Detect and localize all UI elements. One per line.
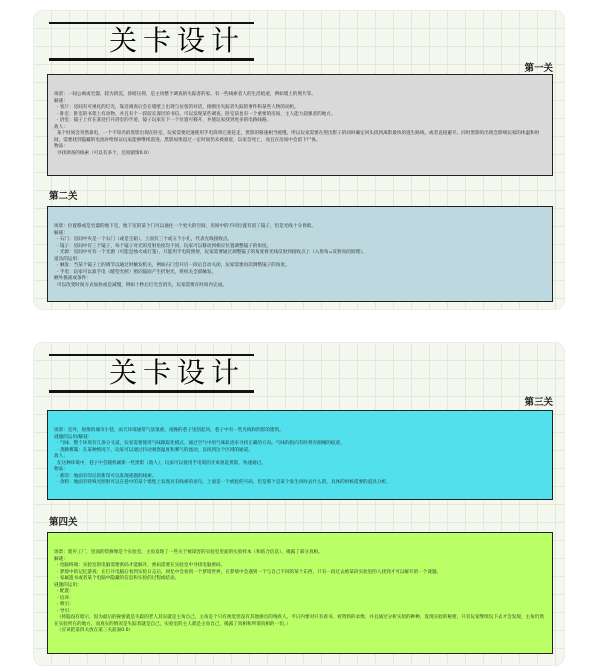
text-line: · 家属遗书或者某个电脑中隐藏的信息和实验的过程或结论。 — [54, 576, 180, 581]
design-card-1 — [33, 10, 565, 310]
title-block — [49, 354, 254, 393]
text-line: · 余料：地面有特殊光照射可以在巷中的某个墙壁上发现具有线索的语句，上面是一个被抢的号码，但是那个是某个发生何时去什么的，具体的时候需要的道具分析。 — [54, 480, 391, 485]
text-line: · 梦境中的记忆游戏：在打开电脑后看到实验日志后，回忆中会看到一个梦境世界，在梦境中会遇到一个与自己不同的某个东西，只有一段过去被某段实验里的人找到才可以解开的一个谜题。 — [54, 569, 442, 575]
text-line: · 新印：地面有印记的新印可以发现谜题的线索。 — [54, 473, 157, 479]
text-line: · 石门：房间中央是一个石门（或是宝箱），上面有三个或五个小孔，代表光线接收点。 — [54, 237, 233, 242]
text-line: 某个时间会突然靠电，一个不知名的黑影出现在卧室，玩家需要迅速使用手电筒将它驱赶走，黑影的移速相当缓慢，所以玩家需要在照出影子的同时确定回头找到离影最快的逃生路线，或者直接避开。同时黑影的出现会影响玩家的体温和时间，需要找到隐藏的电池补给保证玩家能够继续前进。黑影如果超过一定时间仍未被驱赶，玩家会死亡，而且在房间中会留下尸体。 — [54, 131, 540, 143]
level-2-text — [54, 224, 546, 289]
text-line: 场景：位置移或是宅邸的地下室，地下室的某个门可以通往一个更大的空间，房间中的不同位置有消了镜子，但是光线十分昏暗。 — [54, 224, 316, 229]
text-line: · 蒸腾雾霭：在某种情况下，玩家可以通过抖动观察温度和雾气的流动，以找到这个区域的通道。 — [54, 447, 253, 453]
level-2-label: 第二关 — [49, 191, 78, 202]
text-line: · 导引： — [54, 608, 74, 614]
level-4-label: 第四关 — [49, 517, 78, 528]
text-line: · 触发：当某个镜子上的调节以通过时触发机关，例如石门会开启一段后自动关闭，玩家需要再次调整镜子的角度。 — [54, 263, 290, 268]
card-title: 关卡设计 — [109, 24, 246, 57]
title-rule-bottom — [49, 58, 254, 61]
title-block — [49, 22, 254, 61]
text-line: 可以改变时间方式加快或是减慢，例如十秒后灯光会消失，玩家需要在时间内完成。 — [54, 282, 227, 288]
level-3-text — [54, 428, 546, 487]
level-1-box — [47, 74, 553, 176]
text-line: · 卧室：卧室的书架上有动物，并且有个一段较长深层的书信，可以发现某些调查。卧室前也有一个重要的房间，主人能力超强者的地方。 — [54, 111, 336, 117]
text-line: 在这种环境中，巷子中会随机刷新一些黑影（敌人），玩家可以使用手电筒的光束驱赶黑影，快速通过。 — [54, 460, 266, 466]
text-line: · 电脑终端：实验室的电脑需要密码才能解开，密码需要在实验室中寻找电脑密码。 — [54, 563, 226, 568]
text-line: （将隐没有暗示，因为最后的秘密就是失踪的老人其实就是主角自己，主角是个只有视觉但没有其他感官的残疾人，平日内要对只有看书、看资料的录像，并且通过分析实验的种种，发现实验的秘密，只有玩家继续玩下去才会发现，主角仍然在实验所在的地方，而真实的情况是失踪者就是自己，实验室的主人就是主角自己，揭露了真相和所谓真相的一切。） — [54, 615, 544, 627]
text-line: · 吸引： — [54, 602, 74, 607]
text-line: · 配置： — [54, 589, 74, 594]
design-card-2 — [33, 342, 565, 666]
text-line: 敌人： — [54, 454, 68, 459]
card-title: 关卡设计 — [109, 356, 246, 389]
text-line: 寻找调查的线索（可以有多个，还原剧情0.0） — [54, 150, 152, 156]
text-line: 谜题的运用/解谜： — [54, 434, 93, 440]
text-line: 物品： — [54, 467, 68, 472]
level-4-box — [47, 532, 553, 654]
text-line: · 浴室：镜子上有在某处打开浴室的手迹，镜子玩家在下一个位置可移开，并使玩家找到更多的电路线路。 — [54, 118, 272, 123]
text-line: 敌人： — [54, 124, 68, 130]
text-line: · 客厅：房间有可视化的灯光，靠近调查后会在墙壁上出现与访客的对话，推断出失踪者失踪的事件和某些人物的动机。 — [54, 105, 299, 110]
text-line: · 手电：玩家可以靠手电（暖型光照）照向镜面产生折射光，将机关全部触发。 — [54, 269, 217, 275]
text-line: · 气味：整个环境有几条分叉道，玩家需要使用气味跟踪化模式，通过空气中的气味轨迹来寻找正确的方向。气味的指向有时将有刚刚的痕迹。 — [54, 441, 345, 446]
text-line: 解谜： — [54, 556, 68, 562]
text-line: 场景：室外，很像的城市小巷，雨天环境通常气氛很重，夜晚的巷子里刮起风，巷子中有一些光线和阴影的建筑。 — [54, 428, 284, 433]
level-1-label: 第一关 — [524, 63, 553, 74]
text-line: 物品： — [54, 144, 68, 149]
text-line: 场景：废弃工厂，里面的装修像是个实验室，主角发现了一些关于被谋害的实验室里面的实验样本（和结合信息），揭露了部分真相。 — [54, 550, 323, 555]
text-line: 解谜： — [54, 230, 68, 236]
text-line: · 培养： — [54, 595, 74, 601]
text-line: 道具的运用： — [54, 256, 82, 262]
text-line: · 光源：房间中可有一个光源（可能是烛火或灯笼），只能用手电筒照射，玩家需要通过调整镜子的角度将光线反射到接收点上（入射角=反射角的原理）。 — [54, 250, 367, 255]
level-2-box — [47, 206, 553, 302]
level-1-text — [54, 92, 546, 157]
text-line: （应该把第四关放在第三关前面0.0） — [54, 628, 134, 633]
level-4-text — [54, 550, 546, 635]
text-line: 额外挑战或条件： — [54, 276, 91, 281]
text-line: 谜题的运用： — [54, 582, 82, 588]
level-3-label: 第三关 — [524, 397, 553, 408]
level-3-box — [47, 410, 553, 500]
text-line: · 镜子：房间中有三个镜子，每个镜子对光的反射角度均不同，玩家可以移动到相应位置调整镜子的角度。 — [54, 243, 272, 249]
text-line: 解谜： — [54, 98, 68, 104]
text-line: 场景：一间公寓或宅邸，较为阴沉，昏暗压抑，是主角整个调查的失踪者的家，有一些线索者人的生活痕迹，例如墙上的照片等。 — [54, 92, 316, 97]
title-rule-bottom — [49, 390, 254, 393]
